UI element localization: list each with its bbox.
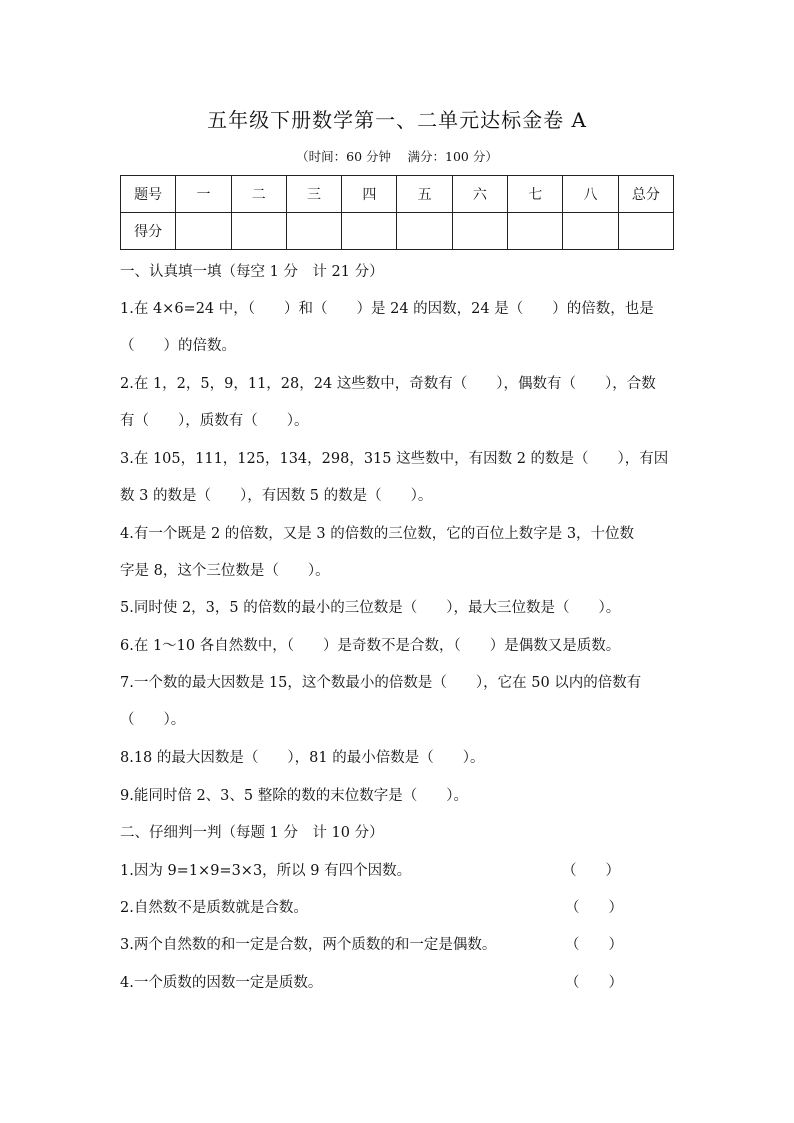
judge-answer-paren[interactable]: （ ） xyxy=(562,863,620,879)
judge-question-text: 4.一个质数的因数一定是质数。 xyxy=(120,975,323,991)
score-table-header-cell: 三 xyxy=(286,176,341,213)
question-line: 7.一个数的最大因数是 15，这个数最小的倍数是（ ），它在 50 以内的倍数有 xyxy=(120,675,642,691)
question-line: 数 3 的数是（ ），有因数 5 的数是（ ）。 xyxy=(120,488,433,504)
score-table-header-cell: 五 xyxy=(397,176,452,213)
question-line: 9.能同时倍 2、3、5 整除的数的末位数字是（ ）。 xyxy=(120,788,468,804)
score-table-header-cell: 题号 xyxy=(121,176,176,213)
score-table-header-row xyxy=(121,176,674,213)
judge-answer-paren[interactable]: （ ） xyxy=(565,937,623,953)
score-table-header-cell: 总分 xyxy=(618,176,673,213)
score-cell[interactable] xyxy=(618,213,673,250)
section-1-heading: 一、认真填一填（每空 1 分 计 21 分） xyxy=(120,264,384,280)
question-line: 8.18 的最大因数是（ ），81 的最小倍数是（ ）。 xyxy=(120,750,485,766)
section-2-heading: 二、仔细判一判（每题 1 分 计 10 分） xyxy=(120,825,384,841)
question-line: 5.同时使 2，3，5 的倍数的最小的三位数是（ ），最大三位数是（ ）。 xyxy=(120,600,621,616)
score-cell[interactable] xyxy=(342,213,397,250)
question-line: 3.在 105，111，125，134，298，315 这些数中，有因数 2 的数是（ ），有因 xyxy=(120,451,669,467)
score-table-header-cell: 六 xyxy=(452,176,507,213)
page-title: 五年级下册数学第一、二单元达标金卷 A xyxy=(207,108,587,132)
question-line: 4.有一个既是 2 的倍数，又是 3 的倍数的三位数，它的百位上数字是 3，十位数 xyxy=(120,526,635,542)
question-line: 1.在 4×6=24 中，（ ）和（ ）是 24 的因数，24 是（ ）的倍数，也是 xyxy=(120,301,654,317)
score-cell[interactable] xyxy=(176,213,231,250)
judge-question-text: 3.两个自然数的和一定是合数，两个质数的和一定是偶数。 xyxy=(120,937,497,953)
score-table-score-row xyxy=(121,213,674,250)
judge-question-text: 2.自然数不是质数就是合数。 xyxy=(120,900,308,916)
judge-answer-paren[interactable]: （ ） xyxy=(565,900,623,916)
score-table-header-cell: 二 xyxy=(231,176,286,213)
score-cell[interactable] xyxy=(397,213,452,250)
score-table-header-cell: 四 xyxy=(342,176,397,213)
judge-question-text: 1.因为 9=1×9=3×3，所以 9 有四个因数。 xyxy=(120,863,412,879)
exam-time-and-score: （时间：60 分钟 满分：100 分） xyxy=(296,149,498,164)
score-cell[interactable] xyxy=(286,213,341,250)
question-line: 2.在 1，2，5，9，11，28，24 这些数中，奇数有（ ），偶数有（ ），合数 xyxy=(120,376,656,392)
score-cell[interactable] xyxy=(563,213,618,250)
score-cell[interactable] xyxy=(508,213,563,250)
score-table-header-cell: 七 xyxy=(508,176,563,213)
judge-answer-paren[interactable]: （ ） xyxy=(565,975,623,991)
question-line: 字是 8，这个三位数是（ ）。 xyxy=(120,563,330,579)
score-table-header-cell: 一 xyxy=(176,176,231,213)
question-line: （ ）。 xyxy=(120,712,186,728)
question-line: （ ）的倍数。 xyxy=(120,338,236,354)
score-table-row-label: 得分 xyxy=(121,213,176,250)
question-line: 有（ ），质数有（ ）。 xyxy=(120,413,309,429)
score-cell[interactable] xyxy=(231,213,286,250)
score-table-header-cell: 八 xyxy=(563,176,618,213)
score-table xyxy=(120,175,674,250)
score-cell[interactable] xyxy=(452,213,507,250)
question-line: 6.在 1～10 各自然数中，（ ）是奇数不是合数，（ ）是偶数又是质数。 xyxy=(120,638,621,654)
